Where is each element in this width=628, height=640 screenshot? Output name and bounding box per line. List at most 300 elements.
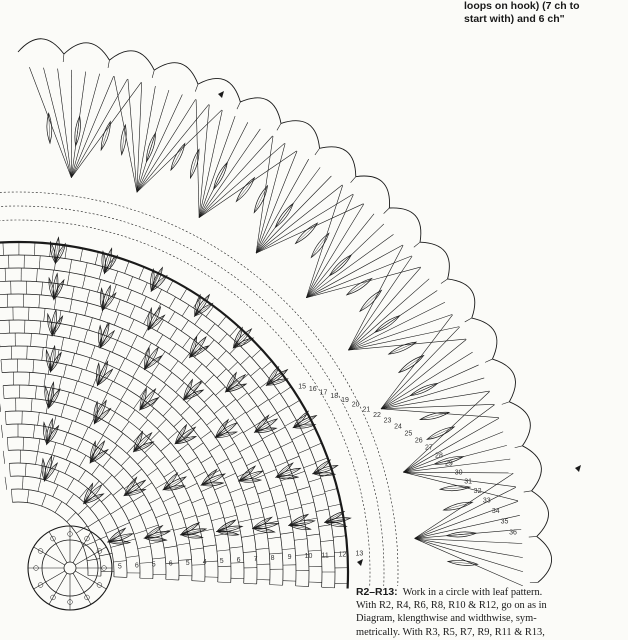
row-number-label: 30 [454, 469, 463, 477]
stitch-spoke [72, 286, 75, 299]
stitch-spoke [304, 518, 317, 520]
stitch-spoke [69, 326, 72, 339]
stitch-spoke [123, 539, 136, 543]
stitch-spoke [113, 487, 123, 495]
stitch-count-label: 10 [304, 553, 313, 561]
stitch-spoke [252, 349, 262, 358]
stitch-spoke [241, 535, 254, 537]
stitch-spoke [52, 442, 56, 454]
scallop [472, 318, 497, 359]
stitch-spoke [83, 427, 89, 439]
fan-stitch [381, 327, 460, 409]
stitch-spoke [38, 479, 41, 492]
fan-stitch [137, 86, 155, 192]
stitch-spoke [88, 386, 93, 398]
stitch-spoke [218, 582, 231, 583]
stitch-spoke [238, 519, 251, 522]
stitch-spoke [220, 500, 232, 504]
stitch-spoke [35, 386, 36, 399]
stitch-spoke [231, 457, 243, 463]
stitch-spoke [247, 502, 259, 506]
stitch-count-label: 5 [151, 561, 156, 569]
stitch-spoke [308, 478, 320, 482]
instruction-heading: R2–R13: [356, 587, 398, 598]
stitch-count-label: 9 [287, 554, 292, 562]
scallop-post [384, 208, 390, 214]
stitch-spoke [86, 358, 90, 370]
scallop [532, 491, 549, 537]
stitch-spoke [133, 366, 140, 377]
fan-stitch [381, 352, 473, 409]
stitch-spoke [246, 460, 258, 465]
row-arc [5, 411, 179, 580]
stitch-spoke [230, 488, 242, 493]
stitch-spoke [243, 551, 256, 552]
fan-stitch [199, 129, 260, 218]
stitch-spoke [156, 335, 163, 346]
stitch-spoke [211, 517, 224, 520]
stitch-spoke [25, 463, 26, 476]
stitch-spoke [197, 513, 209, 517]
fan-stitch [58, 69, 72, 178]
scallop [18, 39, 64, 54]
stitch-spoke [248, 386, 258, 394]
stitch-spoke [114, 313, 119, 325]
fan-stitch [415, 487, 516, 538]
stitch-spoke [206, 306, 214, 316]
stitch-spoke [121, 422, 129, 432]
stitch-spoke [168, 431, 178, 440]
stitch-spoke [106, 528, 118, 533]
row-number-label: 17 [319, 389, 328, 397]
stitch-spoke [281, 441, 293, 447]
scallop-post [351, 177, 356, 183]
stitch-spoke [274, 500, 287, 503]
stitch-spoke [63, 432, 67, 444]
stitch-spoke [328, 504, 341, 507]
scallop-post [441, 279, 448, 284]
fan-stitch [403, 445, 507, 472]
stitch-spoke [126, 347, 132, 359]
stitch-spoke [235, 504, 247, 508]
stitch-spoke [114, 370, 120, 382]
edge-fans [29, 67, 523, 586]
stitch-spoke [174, 418, 184, 427]
stitch-spoke [3, 451, 5, 464]
stitch-spoke [268, 537, 281, 539]
stitch-spoke [243, 426, 254, 433]
stitch-spoke [97, 280, 101, 293]
stitch-spoke [224, 473, 236, 478]
fan-stitch [415, 538, 523, 585]
stitch-spoke [251, 440, 262, 446]
stitch-spoke [91, 346, 95, 358]
scallop [420, 242, 449, 279]
stitch-spoke [126, 556, 139, 558]
stitch-spoke [108, 412, 115, 423]
stitch-spoke [194, 472, 205, 478]
stitch-spoke [138, 455, 148, 464]
scallop [522, 446, 541, 491]
stitch-spoke [319, 525, 332, 527]
instruction-line-1 [356, 586, 618, 599]
fan-stitch [29, 67, 71, 177]
fan-stitch [348, 279, 429, 350]
stitch-spoke [122, 501, 133, 508]
stitch-spoke [42, 494, 46, 506]
fan-stitch [306, 256, 411, 298]
stitch-spoke [201, 431, 212, 439]
stitch-spoke [224, 443, 235, 450]
stitch-spoke [207, 502, 219, 506]
stitch-spoke [39, 256, 40, 269]
stitch-spoke [53, 416, 56, 429]
stitch-spoke [65, 462, 71, 474]
stitch-spoke [119, 358, 125, 370]
stitch-spoke [310, 443, 322, 448]
stitch-spoke [207, 324, 215, 334]
stitch-spoke [275, 462, 287, 467]
stitch-spoke [89, 318, 93, 330]
stitch-spoke [113, 561, 126, 562]
stitch-spoke [237, 472, 249, 477]
stitch-spoke [146, 375, 153, 386]
stitch-spoke [258, 399, 269, 406]
scallop-post [152, 70, 154, 78]
stitch-spoke [31, 333, 32, 346]
scallop-post [485, 359, 492, 362]
center-hub [64, 562, 76, 574]
fan-stitch [348, 256, 412, 350]
stitch-spoke [78, 369, 82, 381]
stitch-spoke [258, 490, 270, 494]
stitch-spoke [264, 469, 276, 474]
stitch-count-label: 5 [219, 557, 224, 565]
stitch-spoke [157, 419, 166, 428]
scallop [154, 63, 198, 84]
stitch-spoke [169, 297, 175, 308]
stitch-spoke [144, 312, 150, 324]
scallop-post [515, 446, 523, 448]
stitch-spoke [152, 558, 165, 559]
stitch-spoke [262, 361, 272, 369]
fan-stitch [415, 538, 523, 571]
stitch-spoke [219, 334, 228, 344]
stitch-spoke [178, 500, 190, 505]
stitch-spoke [87, 290, 90, 303]
stitch-spoke [125, 261, 129, 273]
stitch-spoke [301, 502, 314, 505]
stitch-count-label: 12 [338, 551, 347, 559]
stitch-spoke [130, 306, 135, 318]
stitch-spoke [254, 419, 265, 426]
stitch-spoke [303, 428, 315, 434]
fan-stitch [199, 136, 273, 218]
stitch-spoke [161, 443, 171, 451]
stitch-spoke [217, 459, 228, 465]
stitch-spoke [258, 454, 270, 459]
fan-stitch [71, 82, 141, 177]
scallop-post [414, 242, 420, 247]
fan-stitch [403, 472, 518, 501]
stitch-count-label: 6 [236, 556, 241, 564]
stitch-spoke [1, 425, 2, 438]
start-markers [218, 91, 581, 566]
instruction-line-2: With R2, R4, R6, R8, R10 & R12, go on as in [356, 600, 547, 612]
stitch-spoke [156, 289, 162, 301]
stitch-spoke [282, 549, 295, 550]
stitch-spoke [77, 439, 83, 451]
stitch-spoke [61, 337, 63, 350]
row-number-label: 15 [298, 383, 307, 391]
stitch-spoke [29, 372, 30, 385]
stitch-spoke [28, 307, 29, 320]
stitch-spoke [74, 314, 77, 327]
stitch-spoke [216, 387, 226, 396]
stitch-spoke [269, 447, 281, 453]
stitch-spoke [99, 266, 102, 279]
stitch-spoke [201, 456, 212, 463]
stitch-spoke [5, 268, 6, 281]
row-number-labels [118, 383, 517, 570]
stitch-spoke [296, 586, 309, 587]
stitch-spoke [38, 439, 40, 452]
stitch-spoke [204, 393, 214, 402]
stitch-spoke [215, 485, 227, 490]
row-number-label: 18 [330, 393, 339, 401]
stitch-spoke [262, 433, 273, 439]
stitch-spoke [164, 373, 172, 383]
fan-stitch [71, 79, 127, 178]
scallop [198, 78, 240, 102]
row-arc [0, 255, 335, 588]
start-marker [575, 465, 581, 472]
scallop-post [63, 54, 64, 62]
scallop-post [108, 60, 109, 68]
stitch-spoke [88, 520, 99, 527]
scallop [389, 208, 420, 242]
scallop-post [529, 536, 537, 537]
stitch-spoke [191, 548, 204, 550]
stitch-spoke [158, 384, 166, 394]
stitch-spoke [181, 406, 190, 415]
stitch-spoke [170, 395, 179, 405]
stitch-spoke [193, 364, 202, 374]
stitch-spoke [66, 494, 74, 505]
stitch-spoke [240, 356, 250, 365]
stitch-spoke [85, 303, 88, 316]
stitch-count-label: 5 [117, 563, 122, 571]
stitch-spoke [54, 471, 59, 483]
stitch-spoke [5, 477, 7, 490]
stitch-spoke [197, 405, 207, 414]
stitch-spoke [184, 515, 196, 519]
instruction-line-4: metrically. With R3, R5, R7, R9, R11 & R13, [356, 626, 545, 638]
stitch-spoke [146, 525, 158, 529]
stitch-spoke [205, 375, 214, 384]
stitch-spoke [169, 344, 176, 355]
stitch-spoke [42, 347, 43, 360]
stitch-spoke [244, 583, 257, 584]
scallop [109, 51, 154, 70]
stitch-spoke [9, 463, 10, 476]
stitch-spoke [170, 456, 181, 464]
stitch-spoke [102, 393, 108, 405]
stitch-spoke [228, 362, 237, 371]
fan-stitch [199, 110, 222, 217]
stitch-spoke [114, 577, 127, 578]
stitch-spoke [37, 269, 38, 282]
stitch-spoke [218, 316, 226, 326]
stitch-spoke [79, 455, 86, 466]
stitch-spoke [68, 420, 72, 432]
stitch-spoke [192, 581, 205, 582]
fan-stitch [199, 151, 297, 218]
scallop [356, 176, 390, 208]
stitch-count-label: 7 [253, 556, 258, 564]
row-number-label: 36 [509, 529, 517, 537]
fan-stitch [199, 143, 285, 217]
stitch-spoke [40, 321, 41, 334]
fan-stitch [256, 136, 273, 253]
stitch-spoke [287, 456, 299, 461]
stitch-spoke [163, 407, 172, 417]
stitch-spoke [333, 536, 346, 537]
scallop-post [315, 148, 320, 155]
stitch-spoke [178, 444, 188, 452]
stitch-spoke [132, 469, 142, 477]
stitch-spoke [115, 401, 122, 412]
stitch-spoke [235, 412, 246, 419]
scallop [320, 147, 356, 177]
stitch-spoke [280, 387, 291, 394]
fan-stitch [71, 72, 85, 178]
stitch-spoke [170, 328, 177, 339]
stitch-spoke [182, 371, 190, 381]
fan-stitch [114, 76, 137, 192]
fan-stitch [256, 204, 363, 253]
stitch-spoke [297, 487, 309, 491]
stitch-count-label: 11 [321, 552, 329, 560]
stitch-spoke [186, 483, 198, 489]
fan-stitch [381, 365, 479, 409]
fan-stitch [71, 74, 99, 178]
row-number-label: 24 [394, 423, 402, 431]
stitch-spoke [129, 515, 141, 520]
stitch-spoke [63, 365, 66, 378]
stitch-spoke [269, 393, 280, 400]
stitch-spoke [112, 340, 117, 352]
stitch-spoke [140, 562, 153, 563]
stitch-spoke [203, 545, 216, 547]
stitch-spoke [1, 360, 2, 373]
start-marker [218, 91, 224, 98]
stitch-spoke [262, 505, 275, 508]
stitch-spoke [194, 330, 202, 340]
fan-stitch [381, 409, 499, 418]
stitch-spoke [163, 496, 175, 502]
stitch-spoke [182, 305, 189, 316]
top-note-line-1: loops on hook) (7 ch to [464, 0, 580, 12]
stitch-spoke [164, 546, 177, 548]
fan-stitch [381, 404, 494, 408]
stitch-spoke [36, 452, 38, 465]
stitch-spoke [246, 406, 257, 413]
stitch-spoke [103, 424, 110, 435]
stitch-spoke [147, 468, 157, 476]
instruction-text [356, 586, 618, 639]
fan-stitch [381, 391, 489, 409]
stitch-spoke [139, 420, 147, 430]
stitch-spoke [168, 312, 175, 323]
stitch-spoke [33, 360, 34, 373]
stitch-spoke [167, 281, 173, 292]
stitch-spoke [128, 276, 133, 288]
stitch-spoke [320, 540, 333, 541]
start-marker [357, 559, 363, 566]
stitch-spoke [292, 434, 304, 440]
stitch-spoke [217, 351, 226, 360]
stitch-spoke [226, 399, 236, 407]
row-number-label: 35 [500, 518, 509, 526]
outer-arc [0, 192, 398, 591]
row-number-label: 21 [362, 406, 371, 414]
top-note [464, 0, 614, 26]
stitch-spoke [180, 289, 187, 300]
stitch-spoke [250, 368, 260, 376]
stitch-spoke [278, 516, 291, 519]
stitch-spoke [140, 509, 152, 515]
stitch-spoke [44, 374, 46, 387]
stitch-spoke [46, 335, 48, 348]
stitch-spoke [174, 527, 187, 530]
stitch-spoke [5, 412, 6, 425]
stitch-spoke [193, 297, 200, 308]
stitch-spoke [307, 534, 320, 536]
stitch-spoke [7, 294, 8, 307]
fan-stitch [415, 538, 523, 543]
stitch-spoke [39, 295, 40, 308]
scallop-post [465, 318, 472, 322]
stitch-spoke [285, 492, 297, 496]
stitch-spoke [205, 561, 218, 562]
stitch-spoke [237, 393, 247, 401]
stitch-spoke [139, 267, 144, 279]
stitch-spoke [3, 386, 4, 399]
stitch-spoke [61, 404, 64, 417]
stitch-spoke [325, 488, 338, 491]
stitch-spoke [84, 330, 88, 342]
stitch-spoke [115, 433, 123, 443]
stitch-spoke [134, 530, 146, 534]
stitch-spoke [166, 579, 179, 580]
row-number-label: 33 [482, 497, 491, 505]
row-number-label: 31 [464, 478, 473, 486]
stitch-spoke [73, 381, 77, 393]
stitch-count-label: 13 [355, 550, 364, 558]
fan-stitch [306, 194, 353, 297]
fan-stitch [256, 143, 285, 253]
stitch-spoke [141, 296, 146, 308]
stitch-spoke [66, 392, 70, 405]
scallop [492, 359, 515, 402]
stitch-spoke [182, 353, 190, 363]
stitch-count-label: 4 [202, 558, 207, 566]
stitch-spoke [121, 456, 130, 465]
stitch-spoke [140, 578, 153, 579]
fan-stitch [306, 267, 420, 298]
stitch-spoke [156, 513, 168, 518]
